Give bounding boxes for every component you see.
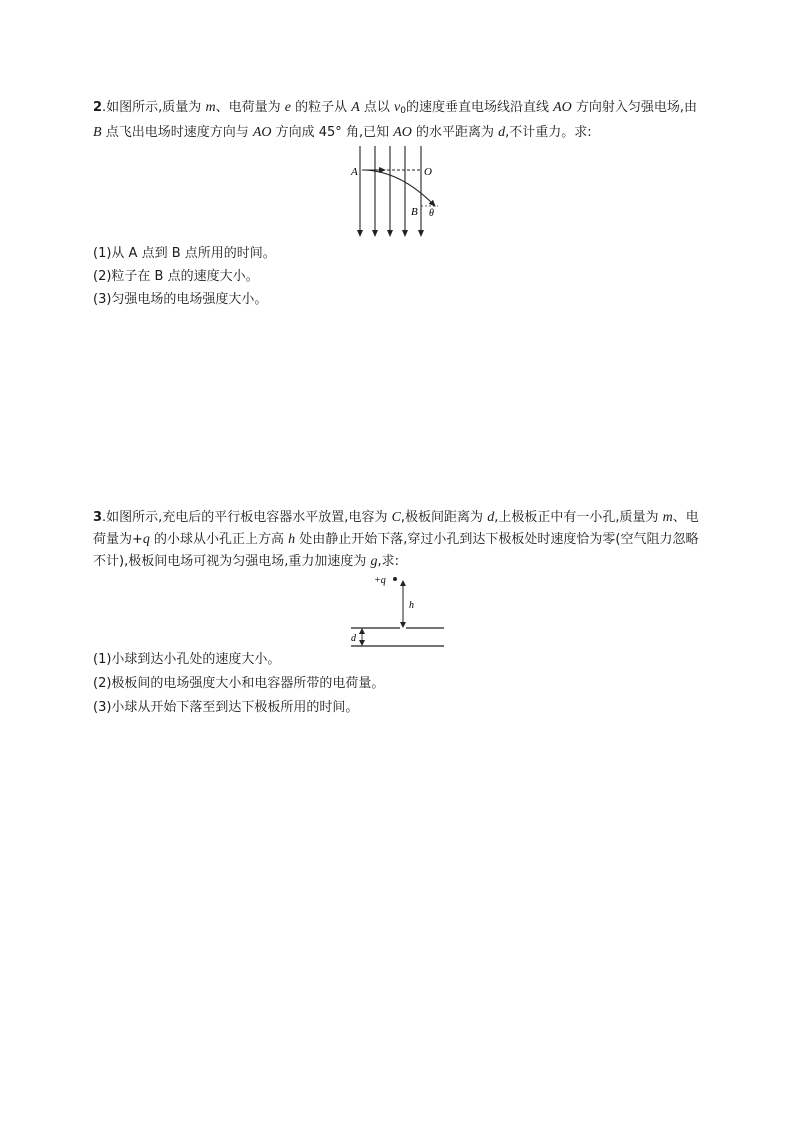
problem-number: 2 [93,100,103,115]
charged-ball [393,577,397,581]
problem-2-question-2: (2)粒子在 B 点的速度大小。 [93,269,259,284]
label-A: A [351,166,358,178]
problem-3-question-3: (3)小球从开始下落至到达下极板所用的时间。 [93,700,359,715]
label-B: B [411,206,418,218]
problem-2-statement: 2.如图所示,质量为 m、电荷量为 e 的粒子从 A 点以 $v_0$的速度垂直电场线沿直线 AO 方向射入匀强电场,由 B 点飞出电场时速度方向与 AO 方向成 45° 角,已知 AO 的水平距离为 d,不计重力。求: [93,100,698,140]
problem-2-question-3: (3)匀强电场的电场强度大小。 [93,292,268,307]
problem-2-question-1: (1)从 A 点到 B 点所用的时间。 [93,246,276,261]
problem-3-question-1: (1)小球到达小孔处的速度大小。 [93,652,281,667]
label-O: O [424,166,432,178]
label-theta: θ [429,208,434,219]
problem-2-figure [345,144,455,240]
label-h: h [409,600,414,611]
problem-3-statement: 3.如图所示,充电后的平行板电容器水平放置,电容为 C,极板间距离为 d,上极板正中有一小孔,质量为 m、电荷量为+q 的小球从小孔正上方高 h 处由静止开始下落,穿过小孔到达下极板处时速度恰为零(空气阻力忽略不计),极板间电场可视为匀强电场,重力加速度为 g,求: [93,510,699,569]
problem-3-figure [345,574,450,650]
problem-3-question-2: (2)极板间的电场强度大小和电容器所带的电荷量。 [93,676,385,691]
problem-number: 3 [93,510,103,525]
label-d: d [351,633,356,644]
label-charge: +q [374,575,386,586]
